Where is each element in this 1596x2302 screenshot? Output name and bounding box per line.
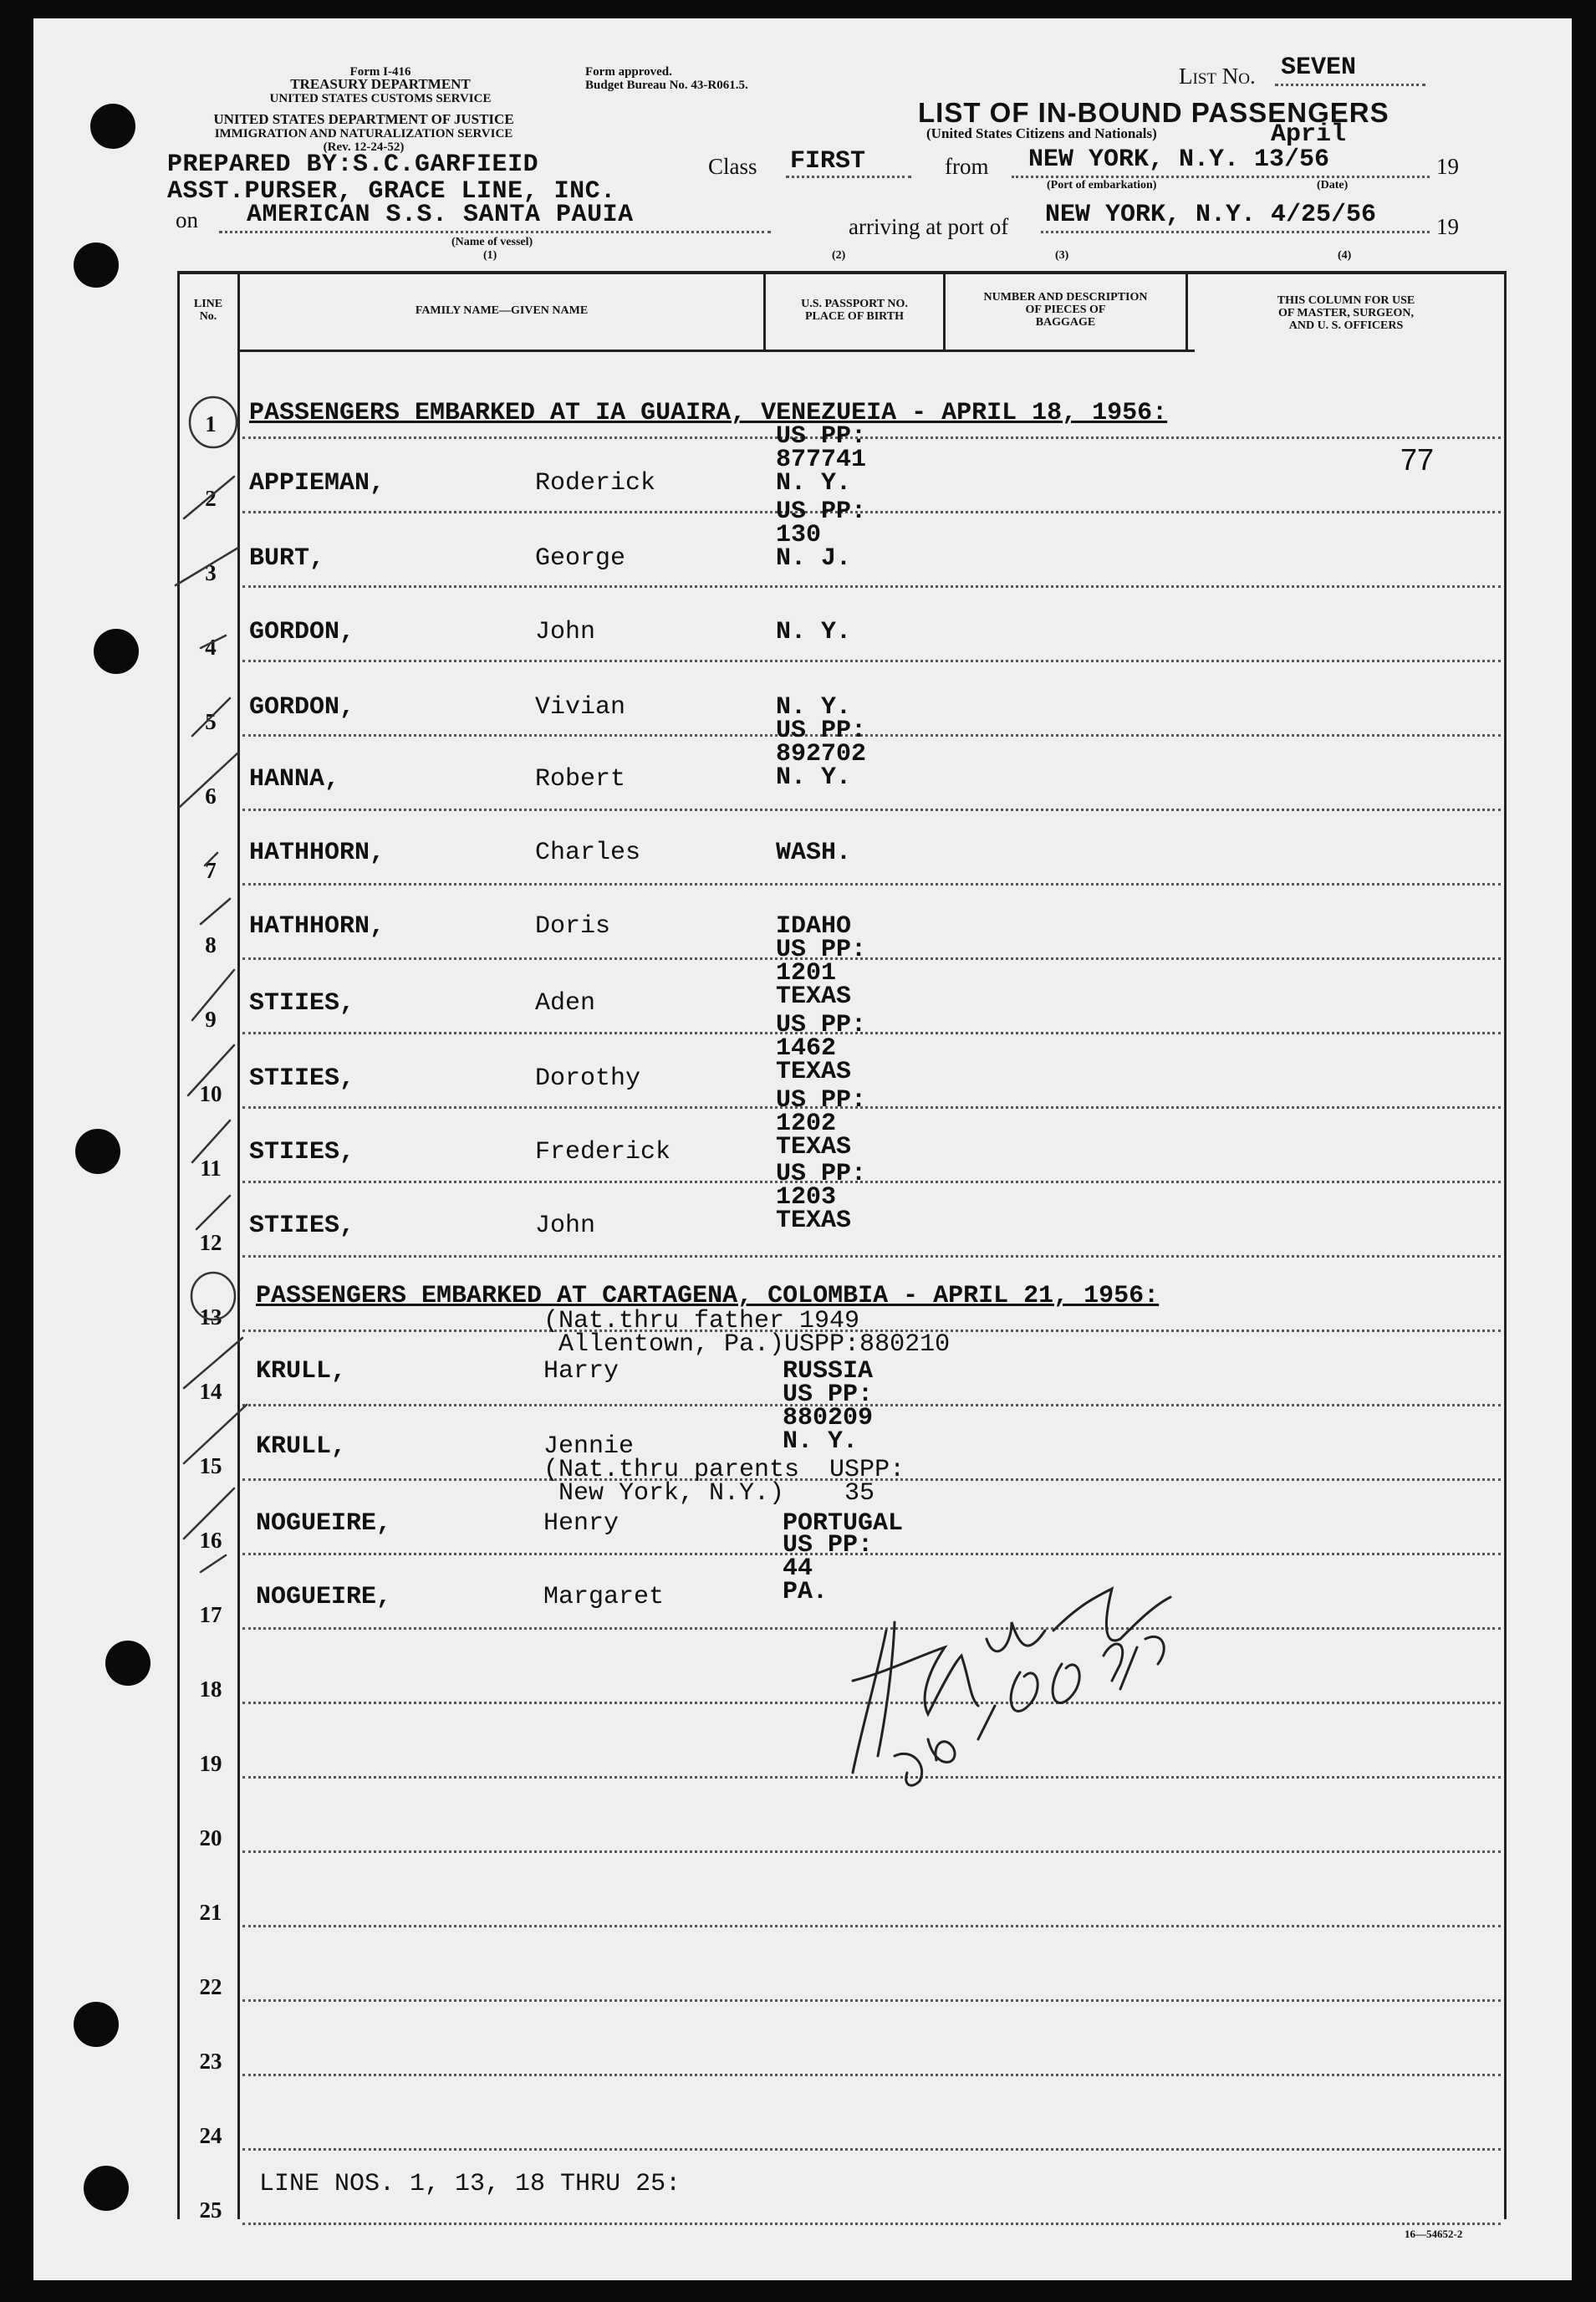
given-name: Doris bbox=[535, 912, 611, 941]
line-number: 18 bbox=[199, 1677, 222, 1702]
col-4-marker: (4) bbox=[1338, 249, 1352, 262]
passport-cell: WASH. bbox=[776, 839, 852, 867]
line-number: 16 bbox=[199, 1528, 222, 1553]
row-rule bbox=[242, 1181, 1501, 1183]
arriving-label: arriving at port of bbox=[849, 214, 1009, 239]
line-number: 2 bbox=[205, 486, 217, 511]
given-name: Vivian bbox=[535, 693, 626, 722]
row-rule bbox=[242, 2223, 1501, 2225]
punch-hole bbox=[74, 2002, 119, 2047]
line-number: 14 bbox=[199, 1379, 222, 1404]
customs-service: UNITED STATES CUSTOMS SERVICE bbox=[269, 92, 492, 105]
given-name: Margaret bbox=[543, 1583, 665, 1611]
col-family-name: FAMILY NAME—GIVEN NAME bbox=[415, 304, 589, 317]
passport-cell: N. Y. bbox=[776, 618, 852, 646]
section-heading-cartagena: PASSENGERS EMBARKED AT CARTAGENA, COLOMBIA - APRIL 21, 1956: bbox=[256, 1282, 1160, 1310]
line-number: 23 bbox=[199, 2049, 222, 2074]
year-prefix-2: 19 bbox=[1436, 214, 1459, 239]
given-name: John bbox=[535, 618, 596, 646]
date-caption: (Date) bbox=[1317, 179, 1349, 191]
line-number: 6 bbox=[205, 783, 217, 809]
title-subtitle: (United States Citizens and Nationals) bbox=[926, 125, 1157, 141]
family-name: STIIES, bbox=[249, 989, 355, 1018]
given-name: Aden bbox=[535, 989, 596, 1018]
line-number: 4 bbox=[205, 635, 217, 660]
row-rule bbox=[242, 1255, 1501, 1258]
line-number: 17 bbox=[199, 1602, 222, 1627]
document-title: LIST OF IN-BOUND PASSENGERS bbox=[918, 97, 1389, 128]
given-name: Harry bbox=[543, 1357, 620, 1386]
list-no-value: SEVEN bbox=[1281, 54, 1357, 82]
family-name: NOGUEIRE, bbox=[256, 1509, 392, 1538]
given-name: Jennie bbox=[543, 1432, 635, 1461]
line-number: 3 bbox=[205, 560, 217, 585]
given-name: Frederick bbox=[535, 1138, 671, 1166]
line-number: 1 bbox=[205, 411, 217, 436]
on-label: on bbox=[176, 207, 198, 232]
passport-cell: US PP: 1462 TEXAS bbox=[776, 1011, 867, 1086]
family-name: STIIES, bbox=[249, 1212, 355, 1240]
col-officers: THIS COLUMN FOR USE OF MASTER, SURGEON, AND U. S. OFFICERS bbox=[1277, 294, 1415, 332]
given-name: George bbox=[535, 544, 626, 573]
family-name: APPIEMAN, bbox=[249, 469, 385, 498]
given-name: Roderick bbox=[535, 469, 656, 498]
row-rule bbox=[242, 1999, 1501, 2002]
punch-hole bbox=[105, 1641, 150, 1686]
year-prefix-1: 19 bbox=[1436, 154, 1459, 179]
justice-department: UNITED STATES DEPARTMENT OF JUSTICE bbox=[213, 111, 514, 127]
row-rule bbox=[242, 809, 1501, 811]
print-code: 16—54652-2 bbox=[1405, 2228, 1463, 2240]
line-number: 22 bbox=[199, 1974, 222, 1999]
row-rule bbox=[242, 1925, 1501, 1927]
punch-hole bbox=[90, 104, 135, 149]
prepared-by: PREPARED BY:S.C.GARFIEID bbox=[167, 151, 539, 179]
line-number: 12 bbox=[199, 1230, 222, 1255]
port-embarkation-caption: (Port of embarkation) bbox=[1047, 179, 1157, 191]
table-top-border bbox=[177, 271, 1507, 274]
list-no-label: List No. bbox=[1179, 64, 1256, 89]
line-number: 5 bbox=[205, 709, 217, 734]
row-rule bbox=[242, 2074, 1501, 2076]
row-rule bbox=[242, 2148, 1501, 2151]
passport-cell: US PP: 1202 TEXAS bbox=[776, 1086, 867, 1161]
passport-cell: US PP: 44 PA. bbox=[783, 1531, 874, 1606]
check-marks bbox=[167, 385, 268, 1589]
line-number: 21 bbox=[199, 1900, 222, 1925]
given-name: Henry bbox=[543, 1509, 620, 1538]
treasury-department: TREASURY DEPARTMENT bbox=[290, 76, 471, 92]
vessel-name: AMERICAN S.S. SANTA PAUIA bbox=[247, 201, 634, 229]
line-number: 8 bbox=[205, 932, 217, 957]
passport-cell: US PP: 892702 N. Y. bbox=[776, 717, 867, 792]
family-name: HANNA, bbox=[249, 765, 340, 794]
line-number: 9 bbox=[205, 1007, 217, 1032]
col-3-marker: (3) bbox=[1055, 249, 1069, 262]
form-number: Form I-416 bbox=[349, 65, 411, 79]
passport-cell: US PP: 880209 N. Y. bbox=[783, 1381, 874, 1456]
class-label: Class bbox=[708, 154, 757, 179]
col-1-marker: (1) bbox=[483, 249, 497, 262]
punch-hole bbox=[94, 629, 139, 674]
row-rule bbox=[242, 585, 1501, 588]
row-rule bbox=[242, 734, 1501, 737]
line-number: 7 bbox=[205, 858, 217, 883]
prepared-title: ASST.PURSER, GRACE LINE, INC. bbox=[167, 177, 616, 206]
naturalization-note: (Nat.thru father 1949 Allentown, Pa.)USPP:880210 bbox=[543, 1307, 951, 1359]
row-rule bbox=[242, 1106, 1501, 1109]
family-name: STIIES, bbox=[249, 1138, 355, 1166]
passport-cell: PORTUGAL bbox=[783, 1509, 904, 1538]
given-name: Dorothy bbox=[535, 1064, 641, 1093]
punch-hole bbox=[75, 1129, 120, 1174]
given-name: John bbox=[535, 1212, 596, 1240]
family-name: KRULL, bbox=[256, 1357, 347, 1386]
passport-cell: US PP: 877741 N. Y. bbox=[776, 422, 867, 498]
vessel-caption: (Name of vessel) bbox=[451, 236, 533, 248]
line-number: 11 bbox=[200, 1156, 222, 1181]
passport-cell: N. Y. bbox=[776, 693, 852, 722]
punch-hole bbox=[74, 242, 119, 288]
row-rule bbox=[242, 1850, 1501, 1853]
line-number: 24 bbox=[199, 2123, 222, 2148]
family-name: STIIES, bbox=[249, 1064, 355, 1093]
family-name: NOGUEIRE, bbox=[256, 1583, 392, 1611]
punch-hole bbox=[84, 2166, 129, 2211]
section-heading-la-guaira: PASSENGERS EMBARKED AT IA GUAIRA, VENEZUEIA - APRIL 18, 1956: bbox=[249, 399, 1168, 427]
line-number: 19 bbox=[199, 1751, 222, 1776]
handwritten-signature bbox=[828, 1572, 1196, 1815]
arrival-port: NEW YORK, N.Y. 4/25/56 bbox=[1045, 201, 1377, 229]
row-rule bbox=[242, 660, 1501, 662]
line-number: 15 bbox=[199, 1453, 222, 1478]
closing-note: LINE NOS. 1, 13, 18 THRU 25: bbox=[259, 2170, 681, 2198]
row-rule bbox=[242, 511, 1501, 513]
passport-cell: US PP: 1201 TEXAS bbox=[776, 936, 867, 1011]
family-name: GORDON, bbox=[249, 618, 355, 646]
col-passport: U.S. PASSPORT NO. PLACE OF BIRTH bbox=[801, 298, 908, 323]
immigration-service: IMMIGRATION AND NATURALIZATION SERVICE bbox=[214, 127, 513, 140]
col-baggage: NUMBER AND DESCRIPTION OF PIECES OF BAGGAGE bbox=[983, 291, 1148, 329]
line-number: 13 bbox=[199, 1304, 222, 1330]
port-embarkation: NEW YORK, N.Y. 13/56 bbox=[1028, 145, 1330, 174]
budget-bureau: Budget Bureau No. 43-R061.5. bbox=[585, 79, 748, 92]
date-month: April bbox=[1271, 120, 1347, 149]
passport-cell: US PP: 130 N. J. bbox=[776, 498, 867, 573]
class-value: FIRST bbox=[790, 147, 866, 176]
family-name: HATHHORN, bbox=[249, 912, 385, 941]
table-right-border bbox=[1504, 271, 1507, 2219]
from-label: from bbox=[945, 154, 989, 179]
officer-note: 77 bbox=[1400, 442, 1435, 477]
family-name: KRULL, bbox=[256, 1432, 347, 1461]
line-number: 25 bbox=[199, 2197, 222, 2223]
passport-cell: IDAHO bbox=[776, 912, 852, 941]
row-rule bbox=[242, 957, 1501, 960]
given-name: Charles bbox=[535, 839, 641, 867]
naturalization-note: (Nat.thru parents USPP: New York, N.Y.) 35 bbox=[543, 1456, 905, 1508]
form-approved: Form approved. bbox=[585, 65, 672, 79]
passport-cell: RUSSIA bbox=[783, 1357, 874, 1386]
family-name: HATHHORN, bbox=[249, 839, 385, 867]
family-name: GORDON, bbox=[249, 693, 355, 722]
family-name: BURT, bbox=[249, 544, 325, 573]
line-number: 20 bbox=[199, 1825, 222, 1850]
revision-date: (Rev. 12-24-52) bbox=[323, 140, 405, 154]
given-name: Robert bbox=[535, 765, 626, 794]
line-number: 10 bbox=[199, 1081, 222, 1106]
row-rule bbox=[242, 436, 1501, 439]
row-rule bbox=[242, 883, 1501, 886]
row-rule bbox=[242, 1032, 1501, 1034]
col-2-marker: (2) bbox=[832, 249, 846, 262]
col-line-no: LINE No. bbox=[193, 298, 223, 323]
passport-cell: US PP: 1203 TEXAS bbox=[776, 1160, 867, 1235]
